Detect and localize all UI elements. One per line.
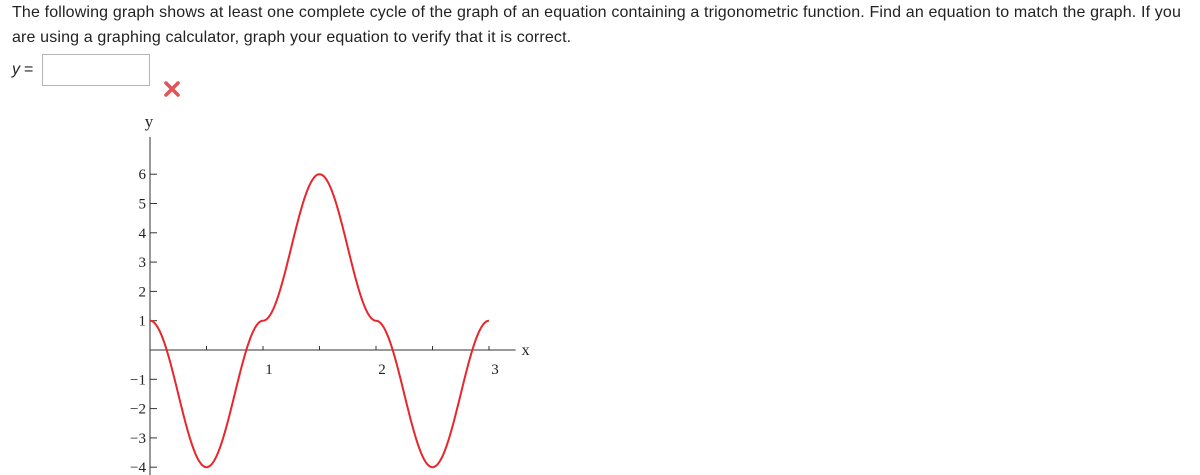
- answer-label-equals: =: [24, 61, 34, 78]
- x-tick-label: 1: [265, 362, 273, 378]
- y-axis-label: y: [144, 111, 154, 131]
- y-tick-label: 2: [138, 284, 146, 301]
- y-tick-label: 6: [138, 167, 146, 184]
- curve: [150, 174, 489, 467]
- y-tick-label: 4: [138, 225, 146, 242]
- y-tick-label: 3: [138, 255, 146, 272]
- question-text: The following graph shows at least one complete cycle of the graph of an equation containing a trigonometric function. Find an equation to match the graph. If you are using a graphing calculator, graph your equation to verify that it is correct.: [12, 4, 1182, 46]
- ticks: [130, 167, 499, 475]
- series-line: [150, 174, 489, 467]
- y-tick-label: −2: [130, 401, 146, 418]
- y-tick-label: −1: [130, 372, 146, 389]
- axes: [145, 112, 530, 475]
- y-tick-label: 1: [138, 313, 146, 330]
- x-tick-label: 2: [378, 362, 386, 378]
- answer-label-var: y: [12, 61, 20, 78]
- x-tick-label: 3: [491, 362, 499, 378]
- y-tick-label: −3: [130, 430, 146, 447]
- y-tick-label: −4: [130, 460, 146, 475]
- x-axis-label: x: [521, 342, 530, 359]
- y-tick-label: 5: [138, 196, 146, 213]
